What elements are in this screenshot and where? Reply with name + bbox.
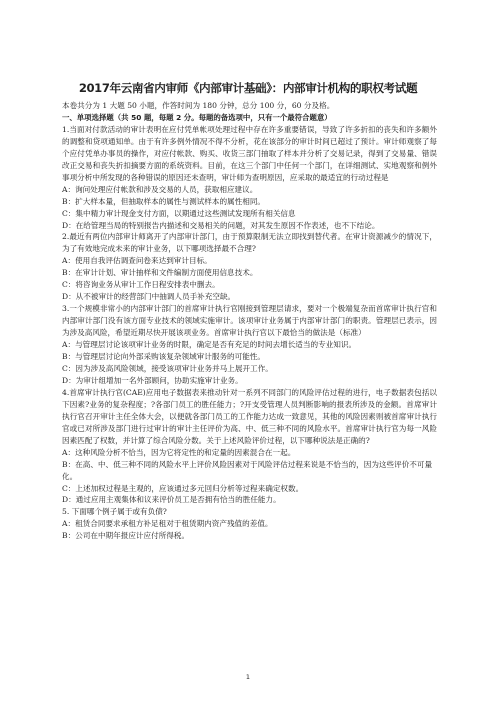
option-c: C：将咨询业务从审计工作日程安排表中删去。 xyxy=(62,280,220,290)
option-a: A：使用自我评估调查问卷来达到审计目标。 xyxy=(62,256,212,266)
option-b: B：扩大样本量，但抽取样本的属性与测试样本的属性相同。 xyxy=(62,196,266,206)
question-3 xyxy=(62,303,437,387)
option-d: D：通过应用主观集体和议来评价员工是否拥有恰当的胜任能力。 xyxy=(62,495,281,505)
question-stem: 5. 下面哪个例子属于或有负债? xyxy=(62,507,167,517)
option-d: D：从不被审计的经营部门中抽调人员手补充空缺。 xyxy=(62,292,236,302)
option-a: A：租赁合同要求承租方补足租对于租赁期内资产残值的差值。 xyxy=(62,519,273,529)
option-d: D：在给管理当局的特别报告内描述和交易相关的问题，对其发生原因不作表述，也不下结论。 xyxy=(62,220,380,230)
question-stem: 4.首席审计执行官(CAE)应用电子数据表来推动针对一系列不同部门的风险评估过程的进行，电子数据表包括以下因素?业务的复杂程度；?各部门员工的胜任能力；?开支受管理人员判断影响的报表所涉及的金额。首席审计执行官召开审计主任全体大会，以便就各部门员工的工作能力达成一致意见，其他的风险因素则被首席审计执行官或已对所涉及部门进行过审计的审计主任评价为高、中、低三种不同的风险水平。首席审计执行官为每一风险因素匹配了权数，并计算了综合风险分数。关于上述风险评价过程，以下哪种说法是正确的? xyxy=(62,387,437,445)
document-body xyxy=(62,100,437,542)
question-stem: 3.一个规模非常小的内部审计部门的首席审计执行官刚接到管理层请求，要对一个极端复杂而首席审计执行官和内部审计部门没有该方面专业技术的领域实施审计。该项审计业务属于内部审计部门的职责。管理层已表示，因为涉及高风险，希望近期尽快开展该项业务。首席审计执行官以下最恰当的做法是（标准） xyxy=(62,304,437,338)
question-5 xyxy=(62,506,437,542)
option-c: C：集中精力审计现金支付方面，以期通过这些测试发现所有相关信息 xyxy=(62,208,296,218)
question-stem: 1.当面对付款活动的审计表明在应付凭单帐项处理过程中存在许多重要错误，导致了许多折扣的丧失和许多额外的调整和贷项通知单。由于有许多例外情况不得不分析，花在该部分的审计时间已超过了预计。审计师观察了每个应付凭单办事员的操作，对应付帐款、购买、收货三部门抽取了样本并分析了交易记录，得到了交易量、错误改正交易和丧失折扣摘要方面的系统资料。目前，在这三个部门中任何一个部门，在详细测试、实地观察和例外事项分析中所发现的各种错误的原因还未查明，审计师为查明原因，应采取的最适宜的行动过程是 xyxy=(62,124,437,182)
page-number: 1 xyxy=(245,673,251,681)
option-c: C：因为涉及高风险领域，接受该项审计业务并马上展开工作。 xyxy=(62,363,273,373)
exam-intro: 本卷共分为 1 大题 50 小题，作答时间为 180 分钟，总分 100 分，60 分及格。 xyxy=(62,101,335,110)
option-b: B：在高、中、低三种不同的风险水平上评价风险因素对于风险评估过程来说是不恰当的，因为这些评价不可量化。 xyxy=(62,459,433,481)
option-a: A：与管理层讨论该项审计业务的时限，确定是否有充足的时间去增长适当的专业知识。 xyxy=(62,340,357,350)
document-title: 2017年云南省内审师《内部审计基础》：内部审计机构的职权考试题 xyxy=(78,81,418,95)
question-stem: 2.最近有两位内部审计师离开了内部审计部门，由于预算限制无法立即找到替代者。在审计资源减少的情况下，为了有效地完成未来的审计业务，以下哪项选择最不合理? xyxy=(62,232,437,254)
question-1 xyxy=(62,124,437,232)
option-b: B：公司在中期年报应计应付所得税。 xyxy=(62,531,190,541)
question-2 xyxy=(62,231,437,303)
option-c: C：上述加权过程是主观的，应该通过多元回归分析等过程来确定权数。 xyxy=(62,483,304,493)
section-heading: 一、单项选择题（共 50 题，每题 2 分。每题的备选项中，只有一个最符合题意） xyxy=(62,112,332,122)
option-b: B：与管理层讨论向外部采购该复杂领域审计服务的可能性。 xyxy=(62,352,266,362)
option-d: D：为审计组增加一名外部顾问，协助实施审计业务。 xyxy=(62,375,243,385)
question-4 xyxy=(62,387,437,507)
option-a: A：这种风险分析不恰当，因为它将定性的和定量的因素混合在一起。 xyxy=(62,447,296,457)
option-b: B：在审计计划、审计抽样和文件编制方面使用信息技术。 xyxy=(62,268,258,278)
option-a: A：询问处理应付帐款和涉及交易的人员，获取相应建议。 xyxy=(62,184,258,194)
